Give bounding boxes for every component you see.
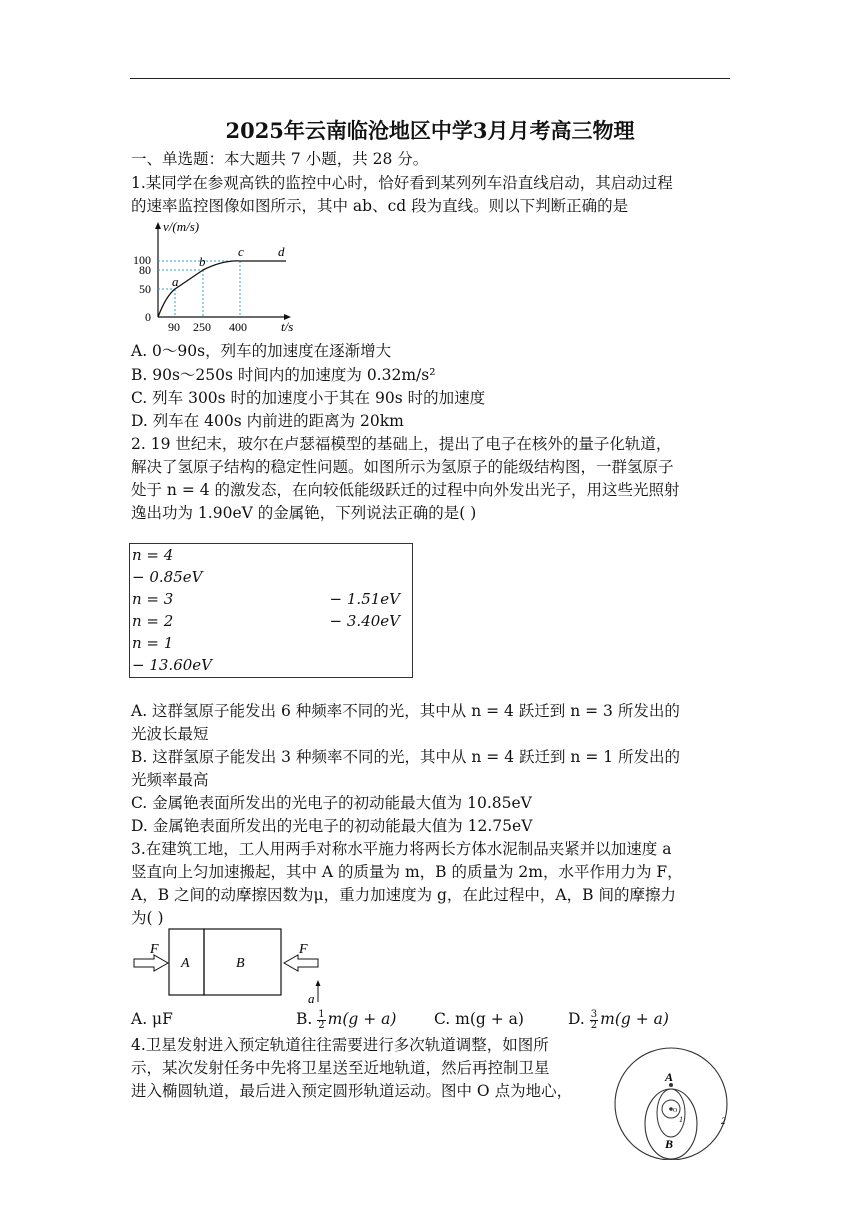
q3-force-left: F <box>150 942 159 957</box>
graph-point-d: d <box>278 244 285 259</box>
section-heading: 一、单选题：本大题共 7 小题，共 28 分。 <box>131 150 429 168</box>
graph-point-a: a <box>172 274 179 289</box>
q3-stem-line2: 竖直向上匀加速搬起，其中 A 的质量为 m，B 的质量为 2m，水平作用力为 F， <box>131 863 683 881</box>
level-n3-energy: − 1.51eV <box>329 590 400 608</box>
q4-orbit-2: 2 <box>721 1116 726 1126</box>
level-n2: n = 2 <box>132 612 174 630</box>
graph-ylabel: v/(m/s) <box>163 219 200 234</box>
q2-option-d: D. 金属铯表面所发出的光电子的初动能最大值为 12.75eV <box>131 817 533 835</box>
q3-block-a: A <box>181 956 190 971</box>
q1-option-a: A. 0～90s，列车的加速度在逐渐增大 <box>131 342 392 360</box>
q3-accel-label: a <box>308 991 315 1006</box>
q4-stem-line2: 示，某次发射任务中先将卫星送至近地轨道，然后再控制卫星 <box>131 1059 550 1077</box>
q4-stem-line1: 4.卫星发射进入预定轨道往往需要进行多次轨道调整，如图所 <box>131 1036 549 1054</box>
q3-stem-line4: 为( ) <box>131 909 164 927</box>
q3-stem-line3: A，B 之间的动摩擦因数为μ，重力加速度为 g，在此过程中，A，B 间的摩擦力 <box>131 886 676 904</box>
q3-block-b: B <box>236 956 245 971</box>
level-n4: n = 4 <box>132 546 174 564</box>
q2-stem-line3: 处于 n = 4 的激发态，在向较低能级跃迁的过程中向外发出光子，用这些光照射 <box>131 481 680 499</box>
q3-stem-line1: 3.在建筑工地，工人用两手对称水平施力将两长方体水泥制品夹紧并以加速度 a <box>131 840 672 858</box>
graph-ytick-80: 80 <box>139 263 151 277</box>
q3-option-d: D. $\frac{3}{2}$ m(g + a) <box>568 1008 669 1031</box>
q4-orbit-figure <box>608 1040 748 1160</box>
q2-option-b-line1: B. 这群氢原子能发出 3 种频率不同的光，其中从 n = 4 跃迁到 n = 1 所发出的 <box>131 748 681 766</box>
q2-stem-line2: 解决了氢原子结构的稳定性问题。如图所示为氢原子的能级结构图，一群氢原子 <box>131 458 674 476</box>
energy-level-box <box>129 543 413 678</box>
level-n4-energy: − 0.85eV <box>132 568 203 586</box>
q3-option-c: C. m(g + a) <box>434 1010 524 1028</box>
q4-point-o: O <box>673 1108 678 1114</box>
graph-ytick-50: 50 <box>139 282 151 296</box>
page-title: 2025年云南临沧地区中学3月月考高三物理 <box>225 118 635 143</box>
graph-point-b: b <box>199 254 206 269</box>
graph-xtick-250: 250 <box>193 320 211 334</box>
q4-stem-line3: 进入椭圆轨道，最后进入预定圆形轨道运动。图中 O 点为地心， <box>131 1082 573 1100</box>
graph-point-c: c <box>238 244 244 259</box>
graph-ytick-0: 0 <box>145 310 151 324</box>
q4-point-b: B <box>665 1137 674 1151</box>
q1-stem-line2: 的速率监控图像如图所示，其中 ab、cd 段为直线。则以下判断正确的是 <box>131 197 629 215</box>
q4-point-a: A <box>665 1070 674 1084</box>
q1-velocity-graph <box>128 218 308 336</box>
q3-option-b-fraction: $\frac{1}{2}$ <box>318 1008 325 1031</box>
q2-stem-line4: 逸出功为 1.90eV 的金属铯，下列说法正确的是( ) <box>131 504 477 522</box>
graph-ytick-100: 100 <box>133 253 151 267</box>
q3-option-d-fraction: $\frac{3}{2}$ <box>590 1008 598 1031</box>
q1-option-c: C. 列车 300s 时的加速度小于其在 90s 时的加速度 <box>131 389 486 407</box>
q2-option-a-line1: A. 这群氢原子能发出 6 种频率不同的光，其中从 n = 4 跃迁到 n = 3 所发出的 <box>131 702 680 720</box>
q4-orbit-1: 1 <box>679 1115 683 1124</box>
graph-xlabel: t/s <box>281 319 294 334</box>
q3-blocks-figure <box>130 926 330 1006</box>
q1-stem-line1: 1.某同学在参观高铁的监控中心时，恰好看到某列列车沿直线启动，其启动过程 <box>131 174 673 192</box>
q2-option-c: C. 金属铯表面所发出的光电子的初动能最大值为 10.85eV <box>131 794 532 812</box>
q1-option-d: D. 列车在 400s 内前进的距离为 20km <box>131 412 404 430</box>
q3-option-b: B. $\frac{1}{2}$ m(g + a) <box>296 1008 397 1031</box>
q2-option-a-line2: 光波长最短 <box>131 725 209 743</box>
level-n1: n = 1 <box>132 634 174 652</box>
level-n2-energy: − 3.40eV <box>329 612 400 630</box>
graph-xtick-90: 90 <box>168 320 180 334</box>
level-n1-energy: − 13.60eV <box>132 656 212 674</box>
header-rule <box>130 78 730 79</box>
q2-stem-line1: 2. 19 世纪末，玻尔在卢瑟福模型的基础上，提出了电子在核外的量子化轨道， <box>131 435 672 453</box>
q2-option-b-line2: 光频率最高 <box>131 771 209 789</box>
level-n3: n = 3 <box>132 590 174 608</box>
q1-option-b: B. 90s～250s 时间内的加速度为 0.32m/s² <box>131 366 436 384</box>
graph-xtick-400: 400 <box>229 320 247 334</box>
q3-force-right: F <box>299 942 308 957</box>
q3-option-a: A. μF <box>131 1010 173 1028</box>
